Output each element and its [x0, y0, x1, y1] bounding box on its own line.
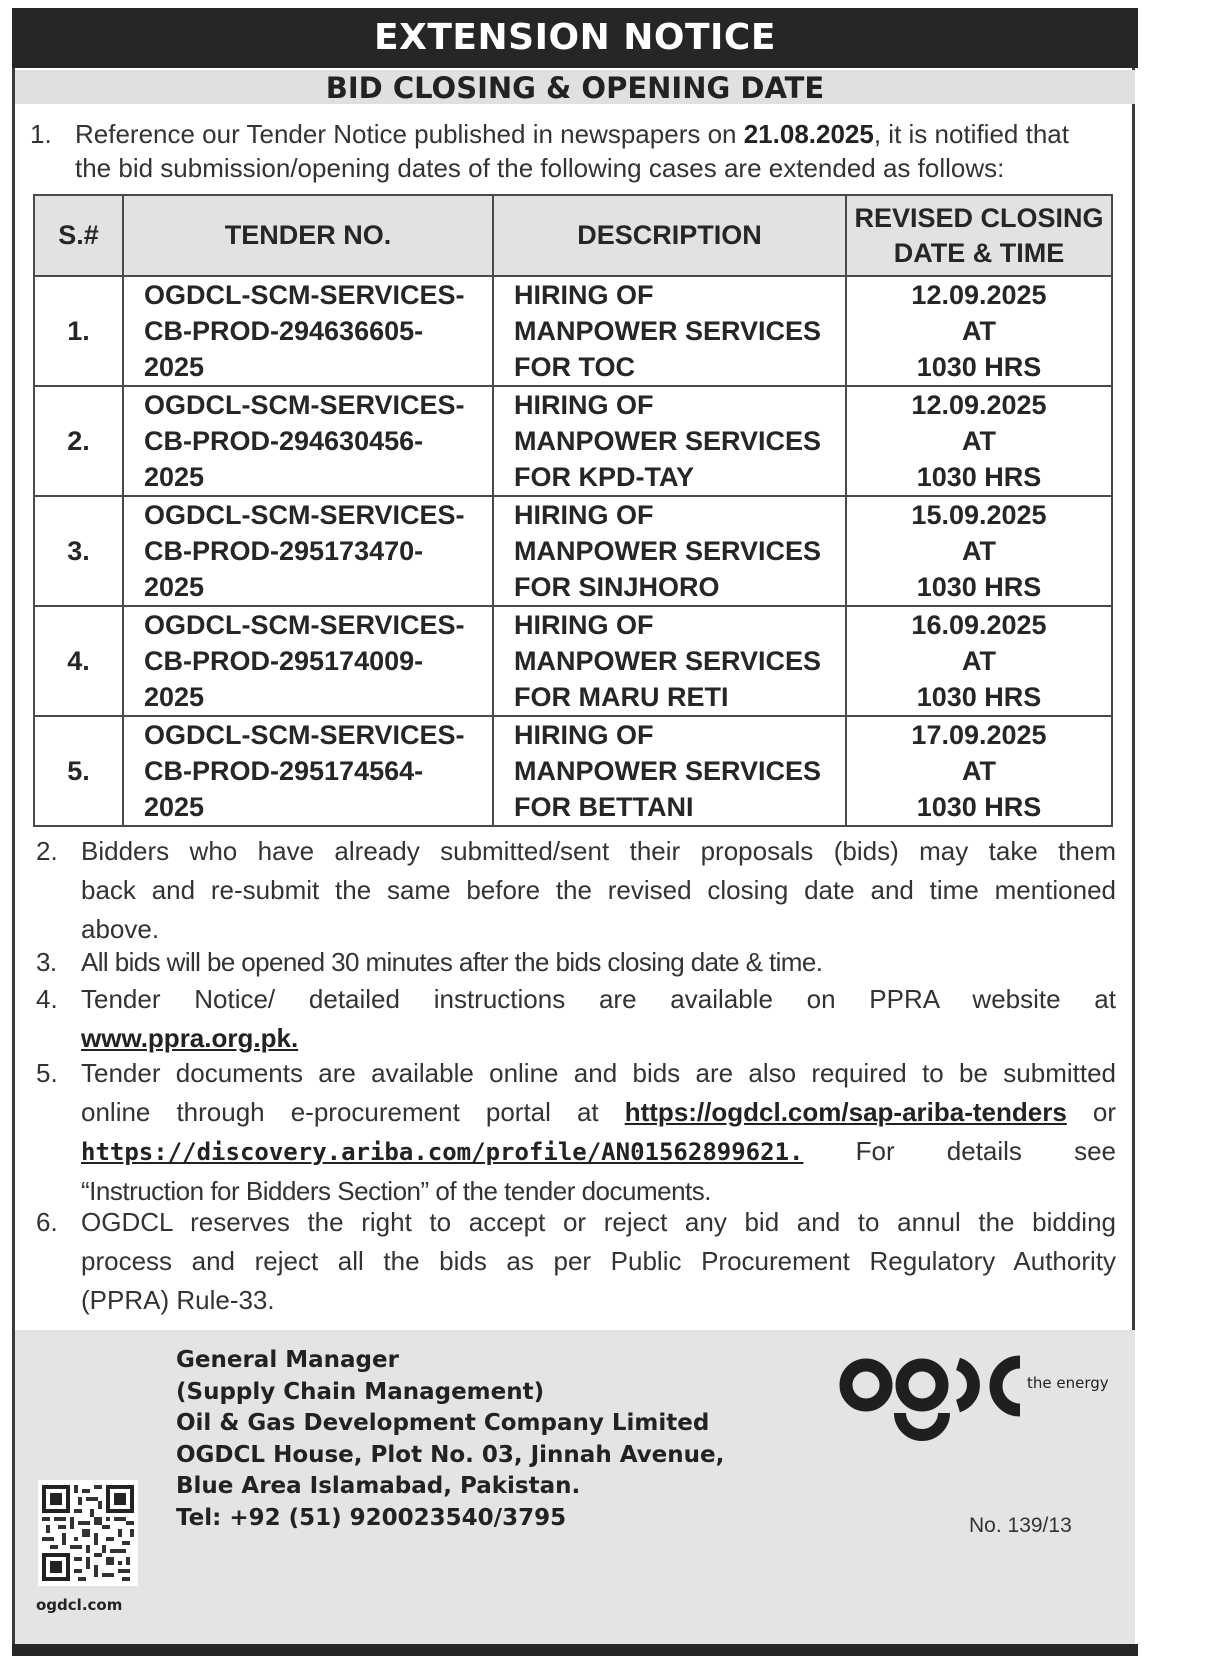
column-header-sn: S.#: [34, 195, 123, 276]
tender-number-line: CB-PROD-294630456-: [144, 426, 424, 456]
notice-title: EXTENSION NOTICE: [12, 8, 1138, 68]
cell-revised-date: [846, 276, 1112, 386]
clause-line: OGDCL reserves the right to accept or reject any bid and to annul the bidding: [81, 1207, 1116, 1237]
clause-number: 3.: [36, 947, 57, 977]
clause-line: [81, 1132, 1116, 1172]
address-line: Tel: +92 (51) 920023540/3795: [176, 1504, 567, 1531]
tender-number-line: CB-PROD-295173470-: [144, 536, 424, 566]
description-line: FOR SINJHORO: [514, 572, 720, 602]
description-line: FOR TOC: [514, 352, 635, 382]
description-line: MANPOWER SERVICES: [514, 756, 822, 786]
clause-text: [81, 1203, 1116, 1320]
closing-date: 12.09.2025: [911, 280, 1047, 310]
tender-number-line: 2025: [144, 352, 205, 382]
description-line: MANPOWER SERVICES: [514, 316, 822, 346]
tender-number-line: 2025: [144, 462, 205, 492]
tender-number-line: OGDCL-SCM-SERVICES-: [144, 280, 465, 310]
tender-number-line: OGDCL-SCM-SERVICES-: [144, 610, 465, 640]
clause-text: [75, 117, 1120, 185]
notice-subtitle: BID CLOSING & OPENING DATE: [15, 70, 1135, 104]
closing-date: 15.09.2025: [911, 500, 1047, 530]
address-line: (Supply Chain Management): [176, 1378, 545, 1405]
table-row: [34, 716, 1112, 826]
address-line: General Manager: [176, 1347, 399, 1373]
clause-text-part: For details see: [803, 1136, 1116, 1166]
cell-serial-number: 1.: [34, 276, 123, 386]
tender-number-line: 2025: [144, 682, 205, 712]
clause-text: [81, 832, 1116, 949]
cell-serial-number: 5.: [34, 716, 123, 826]
tender-number-line: 2025: [144, 792, 205, 822]
clause-text-part: Reference our Tender Notice published in newspapers on: [75, 119, 744, 149]
clause-number: 5.: [36, 1058, 58, 1088]
column-header-line: DATE & TIME: [893, 237, 1065, 268]
description-line: HIRING OF: [514, 720, 654, 750]
address-line: Oil & Gas Development Company Limited: [176, 1410, 710, 1436]
clause-number: 2.: [36, 836, 58, 866]
clause-text-part: or: [1066, 1097, 1117, 1127]
qr-code-graphic: [42, 1485, 134, 1581]
description-line: HIRING OF: [514, 610, 654, 640]
cell-tender-number: [123, 496, 493, 606]
cell-description: [493, 606, 846, 716]
closing-date: 17.09.2025: [911, 720, 1047, 750]
clause-line: All bids will be opened 30 minutes after the bids closing date & time.: [81, 947, 823, 977]
description-line: HIRING OF: [514, 500, 654, 530]
cell-serial-number: 4.: [34, 606, 123, 716]
qr-code-icon[interactable]: [38, 1480, 138, 1586]
cell-description: [493, 716, 846, 826]
cell-serial-number: 3.: [34, 496, 123, 606]
reference-number: No. 139/13: [969, 1514, 1072, 1537]
tender-number-line: OGDCL-SCM-SERVICES-: [144, 390, 465, 420]
column-header-description: DESCRIPTION: [493, 195, 846, 276]
date-at-label: AT: [962, 426, 996, 456]
date-at-label: AT: [962, 316, 996, 346]
clause-number: 6.: [36, 1207, 58, 1237]
table-row: [34, 606, 1112, 716]
clause-line: Tender documents are available online and bids are also required to be submitted: [81, 1058, 1116, 1088]
cell-description: [493, 276, 846, 386]
tender-number-line: 2025: [144, 572, 205, 602]
description-line: FOR BETTANI: [514, 792, 694, 822]
column-header-tender-no: TENDER NO.: [123, 195, 493, 276]
description-line: MANPOWER SERVICES: [514, 426, 822, 456]
description-line: MANPOWER SERVICES: [514, 646, 822, 676]
contact-address: [176, 1345, 724, 1534]
reference-date: 21.08.2025: [743, 119, 874, 149]
tender-number-line: OGDCL-SCM-SERVICES-: [144, 720, 465, 750]
clause-line: (PPRA) Rule-33.: [81, 1285, 275, 1315]
clause-line: Bidders who have already submitted/sent their proposals (bids) may take them: [81, 836, 1116, 866]
cell-serial-number: 2.: [34, 386, 123, 496]
cell-revised-date: [846, 496, 1112, 606]
logo-tagline: the energy: [1027, 1374, 1109, 1392]
cell-revised-date: [846, 386, 1112, 496]
cell-description: [493, 496, 846, 606]
tender-number-line: CB-PROD-294636605-: [144, 316, 424, 346]
cell-tender-number: [123, 606, 493, 716]
closing-date: 16.09.2025: [911, 610, 1047, 640]
description-line: HIRING OF: [514, 280, 654, 310]
cell-revised-date: [846, 606, 1112, 716]
closing-time: 1030 HRS: [916, 462, 1042, 492]
closing-time: 1030 HRS: [916, 792, 1042, 822]
table-header-row: [34, 195, 1112, 276]
tender-number-line: CB-PROD-295174564-: [144, 756, 424, 786]
closing-time: 1030 HRS: [916, 352, 1042, 382]
clause-number: 1.: [30, 119, 52, 149]
cell-tender-number: [123, 716, 493, 826]
clause-number: 4.: [36, 984, 58, 1014]
tender-number-line: CB-PROD-295174009-: [144, 646, 424, 676]
clause-text-part: , it is notified that: [873, 119, 1069, 149]
clause-line: back and re-submit the same before the revised closing date and time mentioned: [81, 875, 1116, 905]
clause-text-part: online through e-procurement portal at: [81, 1097, 625, 1127]
date-at-label: AT: [962, 646, 996, 676]
ariba-tenders-link[interactable]: https://ogdcl.com/sap-ariba-tenders: [624, 1097, 1067, 1127]
date-at-label: AT: [962, 536, 996, 566]
column-header-revised-date: [846, 195, 1112, 276]
clause-line: above.: [81, 914, 160, 944]
date-at-label: AT: [962, 756, 996, 786]
address-line: Blue Area Islamabad, Pakistan.: [176, 1473, 581, 1499]
ariba-discovery-link[interactable]: https://discovery.ariba.com/profile/AN01562899621.: [81, 1138, 804, 1166]
clause-text: [81, 1054, 1116, 1211]
closing-time: 1030 HRS: [916, 682, 1042, 712]
footer-bottom-bar: [12, 1644, 1138, 1656]
clause-line: Tender Notice/ detailed instructions are available on PPRA website at: [81, 984, 1116, 1014]
clause-line: process and reject all the bids as per Public Procurement Regulatory Authority: [81, 1246, 1116, 1276]
description-line: MANPOWER SERVICES: [514, 536, 822, 566]
clause-line: [81, 1019, 1116, 1058]
ogdc-logo-icon: [838, 1355, 1128, 1445]
description-line: FOR MARU RETI: [514, 682, 729, 712]
closing-time: 1030 HRS: [916, 572, 1042, 602]
tender-number-line: OGDCL-SCM-SERVICES-: [144, 500, 465, 530]
closing-date: 12.09.2025: [911, 390, 1047, 420]
clause-line: “Instruction for Bidders Section” of the tender documents.: [81, 1176, 712, 1206]
clause-line: [81, 1093, 1116, 1132]
address-line: OGDCL House, Plot No. 03, Jinnah Avenue,: [176, 1441, 725, 1468]
description-line: HIRING OF: [514, 390, 654, 420]
clause-line: [75, 117, 1120, 151]
tender-table: [33, 194, 1113, 827]
clause-line: the bid submission/opening dates of the following cases are extended as follows:: [75, 153, 1005, 183]
qr-caption: ogdcl.com: [36, 1596, 123, 1614]
description-line: FOR KPD-TAY: [514, 462, 695, 492]
cell-tender-number: [123, 386, 493, 496]
clause-text: [81, 945, 1116, 979]
ppra-website-link[interactable]: www.ppra.org.pk.: [81, 1023, 299, 1053]
column-header-line: REVISED CLOSING: [854, 202, 1104, 233]
table-row: [34, 496, 1112, 606]
table-row: [34, 276, 1112, 386]
clause-text: [81, 980, 1116, 1058]
cell-tender-number: [123, 276, 493, 386]
cell-revised-date: [846, 716, 1112, 826]
cell-description: [493, 386, 846, 496]
table-row: [34, 386, 1112, 496]
